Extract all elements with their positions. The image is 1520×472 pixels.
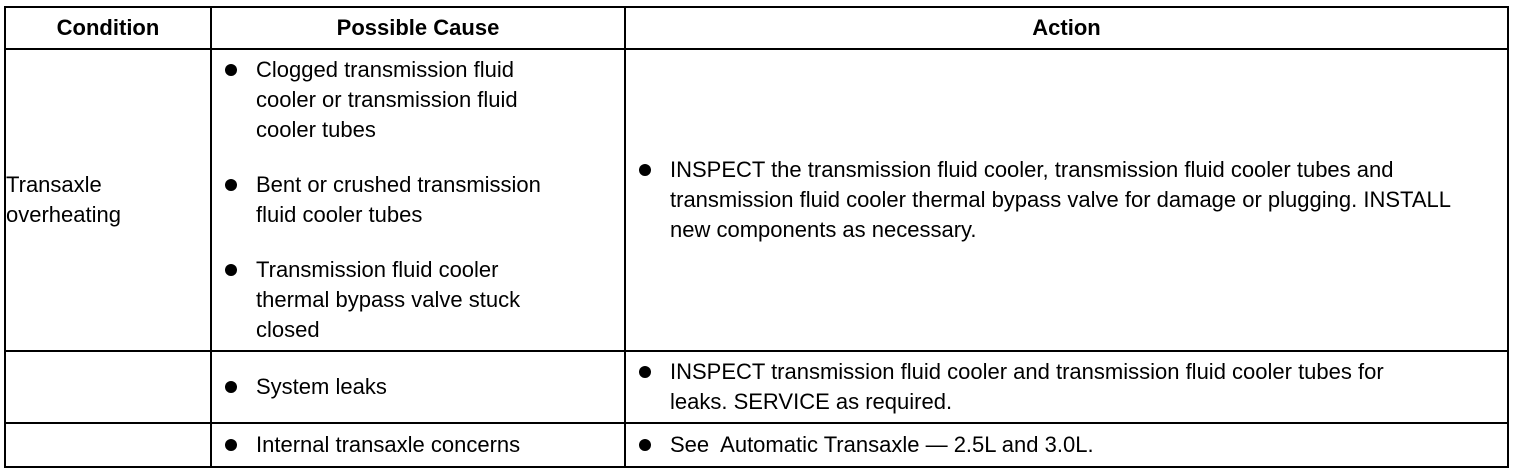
bullet-icon: [225, 381, 237, 393]
action-cell: [625, 423, 1508, 467]
action-list: [626, 357, 1507, 417]
cause-cell: [211, 351, 625, 423]
cause-list: [212, 430, 624, 460]
bullet-icon: [225, 179, 237, 191]
cause-list: [212, 55, 624, 345]
bullet-icon: [639, 439, 651, 451]
action-text: INSPECT transmission fluid cooler and transmission fluid cooler tubes for leaks. SERVICE as required.: [670, 359, 1384, 414]
cause-cell: [211, 423, 625, 467]
action-item: [626, 430, 1507, 460]
cause-text: Transmission fluid cooler thermal bypass valve stuck closed: [256, 257, 521, 342]
table-row: [5, 423, 1508, 467]
header-action: Action: [625, 7, 1508, 49]
bullet-icon: [225, 64, 237, 76]
action-cell: [625, 49, 1508, 351]
cause-cell: [211, 49, 625, 351]
header-condition: Condition: [5, 7, 211, 49]
action-cell: [625, 351, 1508, 423]
bullet-icon: [639, 366, 651, 378]
bullet-icon: [225, 439, 237, 451]
condition-cell: [5, 351, 211, 423]
diagnosis-table: [4, 6, 1509, 468]
action-link-text[interactable]: See Automatic Transaxle — 2.5L and 3.0L.: [670, 432, 1094, 457]
cause-list: [212, 372, 624, 402]
action-text: INSPECT the transmission fluid cooler, transmission fluid cooler tubes and transmission fluid cooler thermal bypass valve for damage or plugging. INSTALL new components as necessary.: [670, 157, 1451, 242]
condition-text: Transaxle overheating: [6, 172, 121, 227]
condition-cell: [5, 423, 211, 467]
condition-cell: [5, 49, 211, 351]
action-item: [626, 357, 1430, 417]
cause-item: [212, 255, 556, 345]
header-row: [5, 7, 1508, 49]
cause-item: [212, 55, 556, 145]
cause-text: Clogged transmission fluid cooler or transmission fluid cooler tubes: [256, 57, 518, 142]
cause-text: Internal transaxle concerns: [256, 432, 521, 457]
cause-text: System leaks: [256, 374, 387, 399]
bullet-icon: [225, 264, 237, 276]
cause-text: Bent or crushed transmission fluid cooler tubes: [256, 172, 541, 227]
action-list: [626, 155, 1507, 245]
action-list: [626, 430, 1507, 460]
table-row: [5, 351, 1508, 423]
cause-item: [212, 372, 624, 402]
table-row: [5, 49, 1508, 351]
cause-item: [212, 430, 624, 460]
cause-item: [212, 170, 586, 230]
bullet-icon: [639, 164, 651, 176]
action-item: [626, 155, 1460, 245]
header-possible-cause: Possible Cause: [211, 7, 625, 49]
